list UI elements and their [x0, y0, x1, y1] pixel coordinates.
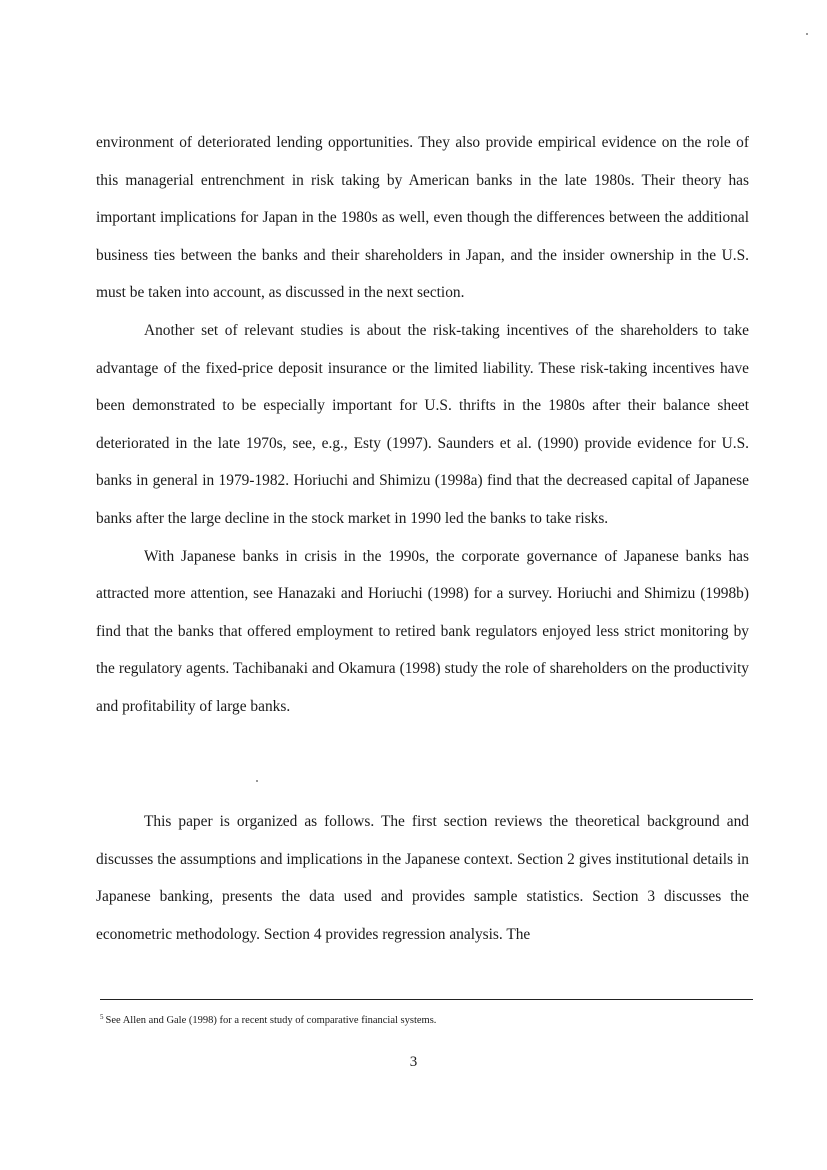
body-text-bottom: [96, 803, 749, 953]
page-number: 3: [409, 1054, 418, 1070]
footnote-marker: 5: [100, 1013, 104, 1021]
scan-speck: [806, 33, 808, 35]
footnote-separator: [100, 999, 753, 1000]
footnote: [100, 1010, 753, 1028]
paragraph-continuation: environment of deteriorated lending opportunities. They also provide empirical evidence on the role of this managerial entrenchment in risk taking by American banks in the late 1980s. Their theory has important implications for Japan in the 1980s as well, even though the differences between the additional business ties between the banks and their shareholders in Japan, and the insider ownership in the U.S. must be taken into account, as discussed in the next section.: [96, 134, 749, 302]
scan-speck: [256, 780, 258, 782]
paragraph-corporate-governance: With Japanese banks in crisis in the 1990s, the corporate governance of Japanese banks has attracted more attention, see Hanazaki and Horiuchi (1998) for a survey. Horiuchi and Shimizu (1998b) find that the banks that offered employment to retired bank regulators enjoyed less strict monitoring by the regulatory agents. Tachibanaki and Okamura (1998) study the role of shareholders on the productivity and profitability of large banks.: [96, 547, 749, 715]
footnote-text: See Allen and Gale (1998) for a recent study of comparative financial systems.: [105, 1015, 437, 1026]
paragraph-paper-organization: This paper is organized as follows. The first section reviews the theoretical background and discusses the assumptions and implications in the Japanese context. Section 2 gives institutional details in Japanese banking, presents the data used and provides sample statistics. Section 3 discusses the econometric methodology. Section 4 provides regression analysis. The: [96, 813, 749, 943]
body-text-top: [96, 124, 749, 726]
paragraph-risk-taking-incentives: Another set of relevant studies is about the risk-taking incentives of the shareholders to take advantage of the fixed-price deposit insurance or the limited liability. These risk-taking incentives have been demonstrated to be especially important for U.S. thrifts in the 1980s after their balance sheet deteriorated in the late 1970s, see, e.g., Esty (1997). Saunders et al. (1990) provide evidence for U.S. banks in general in 1979-1982. Horiuchi and Shimizu (1998a) find that the decreased capital of Japanese banks after the large decline in the stock market in 1990 led the banks to take risks.: [96, 321, 749, 527]
